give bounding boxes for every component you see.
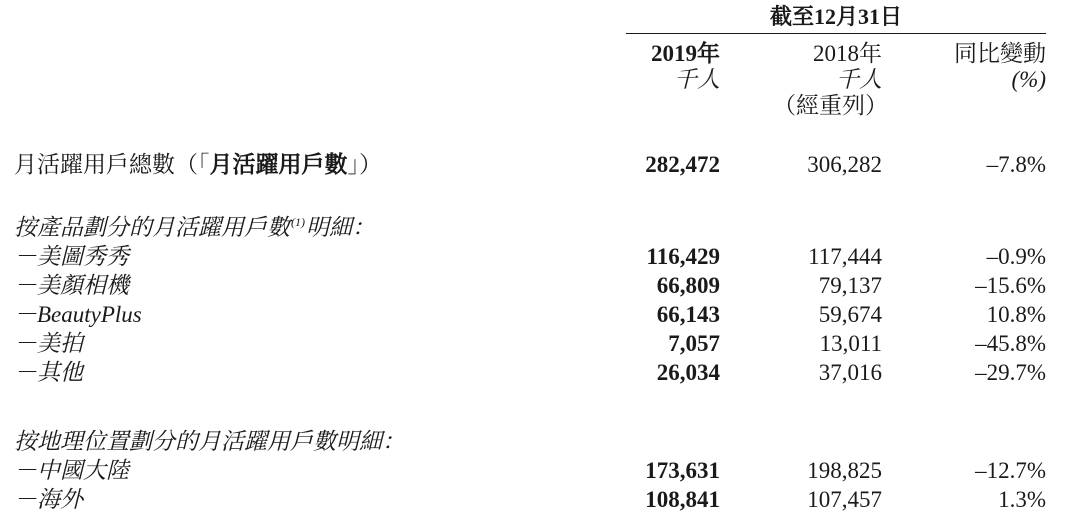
total-label-bold: 月活躍用戶數 (209, 152, 348, 177)
row-label: －美顏相機 (14, 273, 129, 298)
row-label: －BeautyPlus (14, 302, 142, 327)
col-change-unit: (%) (1011, 67, 1046, 92)
row-value-2019: 173,631 (645, 458, 720, 483)
row-label: －美圖秀秀 (14, 244, 129, 269)
row-change: –15.6% (975, 273, 1046, 298)
row-value-2019: 108,841 (645, 487, 720, 512)
product-title-before: 按產品劃分的月活躍用戶數 (14, 215, 290, 240)
row-change: 10.8% (986, 302, 1046, 327)
row-value-2019: 26,034 (656, 360, 720, 385)
row-label: －中國大陸 (14, 458, 129, 483)
period-header: 截至12月31日 (769, 4, 902, 29)
row-label: －海外 (14, 487, 83, 512)
row-value-2018: 79,137 (818, 273, 882, 298)
row-value-2019: 66,809 (656, 273, 720, 298)
row-value-2018: 37,016 (818, 360, 882, 385)
row-value-2018: 13,011 (819, 331, 882, 356)
product-section-title (14, 216, 375, 239)
footnote-marker: (1) (291, 215, 305, 230)
geo-section-title: 按地理位置劃分的月活躍用戶數明細： (14, 429, 405, 454)
row-value-2019: 66,143 (656, 302, 720, 327)
col-2019-unit: 千人 (674, 67, 720, 92)
col-2018-note: （經重列） (773, 93, 888, 118)
row-value-2018: 117,444 (808, 244, 882, 269)
row-value-2018: 198,825 (807, 458, 882, 483)
row-label: －美拍 (14, 331, 83, 356)
row-value-2018: 107,457 (807, 487, 882, 512)
row-value-2019: 116,429 (646, 244, 720, 269)
total-label-prefix: 月活躍用戶總數（「 (14, 152, 210, 177)
total-2018: 306,282 (807, 152, 882, 177)
col-2019-year: 2019年 (651, 41, 720, 66)
row-change: –29.7% (975, 360, 1046, 385)
col-2018-unit: 千人 (836, 67, 882, 92)
row-value-2018: 59,674 (818, 302, 882, 327)
col-change-title: 同比變動 (954, 41, 1046, 66)
row-label: －其他 (14, 360, 83, 385)
row-change: –45.8% (975, 331, 1046, 356)
col-2018-year: 2018年 (813, 41, 882, 66)
row-value-2019: 7,057 (668, 331, 720, 356)
row-change: –0.9% (986, 244, 1046, 269)
row-change: –12.7% (975, 458, 1046, 483)
header-rule (626, 33, 1046, 34)
total-2019: 282,472 (645, 152, 720, 177)
total-change: –7.8% (986, 152, 1046, 177)
product-title-after: 明細： (306, 215, 375, 240)
total-label-suffix: 」） (347, 152, 382, 177)
row-change: 1.3% (998, 487, 1046, 512)
total-label (14, 153, 382, 176)
